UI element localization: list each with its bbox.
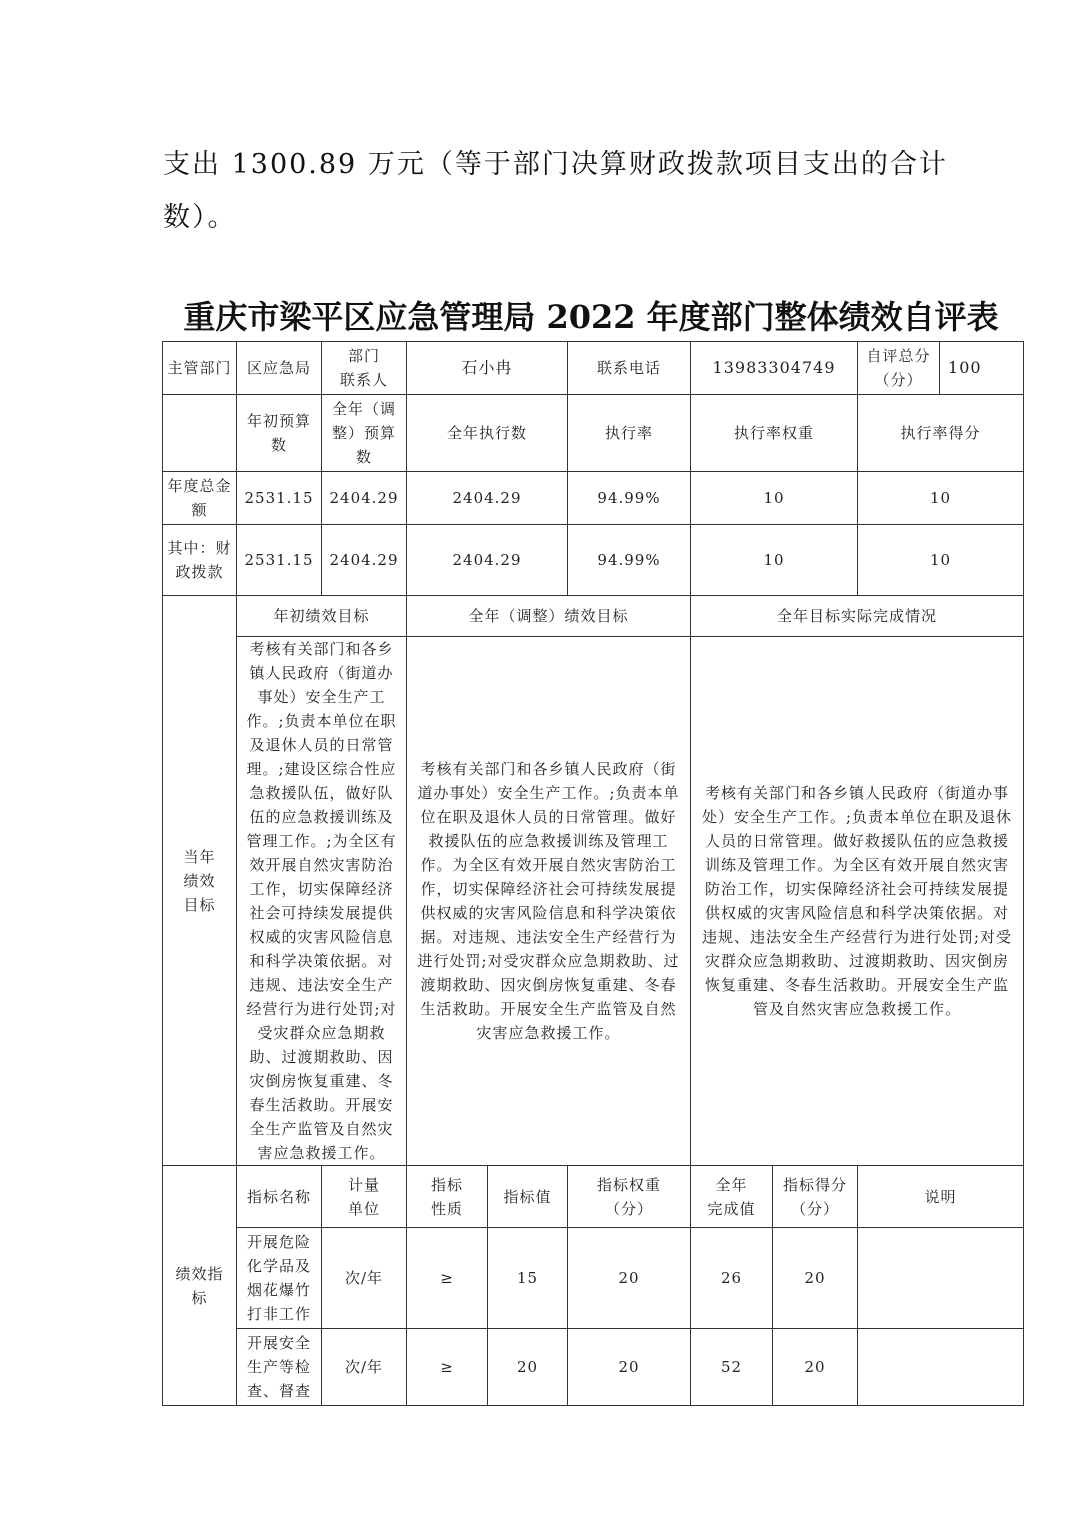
indicator-row bbox=[163, 1329, 1024, 1406]
intro-paragraph bbox=[163, 138, 948, 244]
budget-weight: 10 bbox=[691, 472, 858, 525]
goals-col-adjusted: 全年（调整）绩效目标 bbox=[407, 596, 691, 637]
budget-corner bbox=[163, 395, 237, 472]
ind-col-note: 说明 bbox=[858, 1166, 1024, 1228]
goals-section-label: 当年绩效目标 bbox=[163, 596, 237, 1166]
dept-label: 主管部门 bbox=[163, 342, 237, 395]
budget-adjusted: 2404.29 bbox=[322, 472, 407, 525]
ind-col-done: 全年 完成值 bbox=[691, 1166, 773, 1228]
indicator-done: 52 bbox=[691, 1329, 773, 1406]
budget-initial: 2531.15 bbox=[237, 472, 322, 525]
indicator-value: 20 bbox=[488, 1329, 568, 1406]
goals-col-initial: 年初绩效目标 bbox=[237, 596, 407, 637]
indicator-nature: ≥ bbox=[407, 1329, 488, 1406]
indicators-header-row bbox=[163, 1166, 1024, 1228]
indicator-weight: 20 bbox=[568, 1329, 691, 1406]
ind-col-nature: 指标 性质 bbox=[407, 1166, 488, 1228]
budget-adjusted: 2404.29 bbox=[322, 525, 407, 596]
indicator-note bbox=[858, 1228, 1024, 1329]
goals-body-row bbox=[163, 637, 1024, 1166]
budget-score: 10 bbox=[858, 525, 1024, 596]
goals-col-actual: 全年目标实际完成情况 bbox=[691, 596, 1024, 637]
budget-col-weight: 执行率权重 bbox=[691, 395, 858, 472]
performance-table bbox=[162, 341, 1024, 1406]
indicator-note bbox=[858, 1329, 1024, 1406]
phone-label: 联系电话 bbox=[568, 342, 691, 395]
indicator-score: 20 bbox=[773, 1228, 858, 1329]
table-title: 重庆市梁平区应急管理局 2022 年度部门整体绩效自评表 bbox=[183, 298, 999, 336]
goals-initial-text: 考核有关部门和各乡镇人民政府（街道办事处）安全生产工作。;负责本单位在职及退休人员的日常管理。;建设区综合性应急救援队伍，做好队伍的应急救援训练及管理工作。;为全区有效开展自然灾害防治工作，切实保障经济社会可持续发展提供权威的灾害风险信息和科学决策依据。对违规、违法安全生产经营行为进行处罚;对受灾群众应急期救助、过渡期救助、因灾倒房恢复重建、冬春生活救助。开展安全生产监管及自然灾害应急救援工作。 bbox=[237, 637, 407, 1166]
budget-col-initial: 年初预算数 bbox=[237, 395, 322, 472]
indicator-weight: 20 bbox=[568, 1228, 691, 1329]
goals-actual-text: 考核有关部门和各乡镇人民政府（街道办事处）安全生产工作。;负责本单位在职及退休人员的日常管理。做好救援队伍的应急救援训练及管理工作。为全区有效开展自然灾害防治工作，切实保障经济社会可持续发展提供权威的灾害风险信息和科学决策依据。对违规、违法安全生产经营行为进行处罚;对受灾群众应急期救助、过渡期救助、因灾倒房恢复重建、冬春生活救助。开展安全生产监管及自然灾害应急救援工作。 bbox=[691, 637, 1024, 1166]
budget-executed: 2404.29 bbox=[407, 472, 568, 525]
budget-executed: 2404.29 bbox=[407, 525, 568, 596]
budget-col-executed: 全年执行数 bbox=[407, 395, 568, 472]
header-row bbox=[163, 342, 1024, 395]
contact-value: 石小冉 bbox=[407, 342, 568, 395]
phone-value: 13983304749 bbox=[691, 342, 858, 395]
budget-rate: 94.99% bbox=[568, 472, 691, 525]
indicator-name: 开展安全生产等检查、督查 bbox=[237, 1329, 322, 1406]
dept-value: 区应急局 bbox=[237, 342, 322, 395]
ind-col-value: 指标值 bbox=[488, 1166, 568, 1228]
indicator-unit: 次/年 bbox=[322, 1228, 407, 1329]
indicator-value: 15 bbox=[488, 1228, 568, 1329]
indicators-section-label: 绩效指标 bbox=[163, 1166, 237, 1406]
budget-col-rate: 执行率 bbox=[568, 395, 691, 472]
budget-weight: 10 bbox=[691, 525, 858, 596]
ind-col-unit: 计量 单位 bbox=[322, 1166, 407, 1228]
contact-label: 部门 联系人 bbox=[322, 342, 407, 395]
intro-line-1: 支出 1300.89 万元（等于部门决算财政拨款项目支出的合计 bbox=[163, 149, 948, 180]
budget-rate: 94.99% bbox=[568, 525, 691, 596]
budget-col-score: 执行率得分 bbox=[858, 395, 1024, 472]
budget-row bbox=[163, 472, 1024, 525]
indicator-nature: ≥ bbox=[407, 1228, 488, 1329]
ind-col-name: 指标名称 bbox=[237, 1166, 322, 1228]
budget-row bbox=[163, 525, 1024, 596]
indicator-row bbox=[163, 1228, 1024, 1329]
budget-row-label: 年度总金额 bbox=[163, 472, 237, 525]
budget-row-label: 其中：财政拨款 bbox=[163, 525, 237, 596]
intro-line-2: 数）。 bbox=[163, 202, 237, 233]
budget-score: 10 bbox=[858, 472, 1024, 525]
indicator-name: 开展危险化学品及烟花爆竹打非工作 bbox=[237, 1228, 322, 1329]
score-value: 100 bbox=[940, 342, 1024, 395]
ind-col-score: 指标得分 （分） bbox=[773, 1166, 858, 1228]
budget-col-adjusted: 全年（调整）预算数 bbox=[322, 395, 407, 472]
indicator-unit: 次/年 bbox=[322, 1329, 407, 1406]
indicator-score: 20 bbox=[773, 1329, 858, 1406]
ind-col-weight: 指标权重 （分） bbox=[568, 1166, 691, 1228]
budget-initial: 2531.15 bbox=[237, 525, 322, 596]
score-label: 自评总分 （分） bbox=[858, 342, 940, 395]
budget-header-row bbox=[163, 395, 1024, 472]
goals-header-row bbox=[163, 596, 1024, 637]
goals-adjusted-text: 考核有关部门和各乡镇人民政府（街道办事处）安全生产工作。;负责本单位在职及退休人员的日常管理。做好救援队伍的应急救援训练及管理工作。为全区有效开展自然灾害防治工作，切实保障经济社会可持续发展提供权威的灾害风险信息和科学决策依据。对违规、违法安全生产经营行为进行处罚;对受灾群众应急期救助、过渡期救助、因灾倒房恢复重建、冬春生活救助。开展安全生产监管及自然灾害应急救援工作。 bbox=[407, 637, 691, 1166]
indicator-done: 26 bbox=[691, 1228, 773, 1329]
